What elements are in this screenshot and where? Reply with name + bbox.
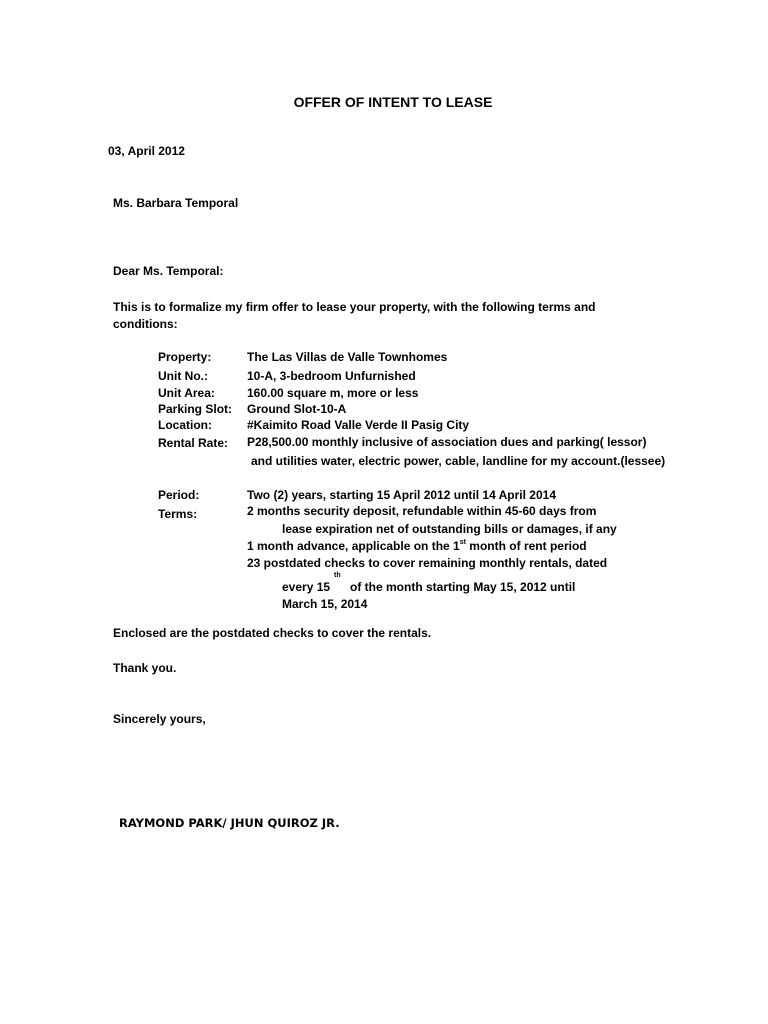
term-value-unit-no: 10-A, 3-bedroom Unfurnished bbox=[247, 369, 416, 383]
terms-deposit-cont: lease expiration net of outstanding bills or damages, if any bbox=[282, 522, 617, 536]
term-label-terms: Terms: bbox=[158, 507, 198, 521]
term-label-parking-slot: Parking Slot: bbox=[158, 402, 233, 416]
terms-checks: 23 postdated checks to cover remaining monthly rentals, dated bbox=[247, 556, 608, 570]
letter-title: OFFER OF INTENT TO LEASE bbox=[293, 94, 493, 110]
term-label-location: Location: bbox=[158, 418, 212, 432]
letter-date: 03, April 2012 bbox=[108, 144, 185, 158]
term-value-period: Two (2) years, starting 15 April 2012 until 14 April 2014 bbox=[247, 488, 556, 502]
term-value-location: #Kaimito Road Valle Verde II Pasig City bbox=[247, 418, 470, 432]
signatory-name: RAYMOND PARK/ JHUN QUIROZ JR. bbox=[119, 816, 340, 830]
terms-end-date: March 15, 2014 bbox=[282, 597, 368, 611]
terms-advance-post: month of rent period bbox=[465, 539, 587, 553]
terms-advance bbox=[247, 539, 587, 553]
term-label-unit-area: Unit Area: bbox=[158, 386, 215, 400]
terms-advance-text: 1 month advance, applicable on the 1 bbox=[247, 539, 460, 553]
terms-deposit: 2 months security deposit, refundable within 45-60 days from bbox=[247, 504, 597, 518]
thank-you: Thank you. bbox=[113, 661, 177, 675]
term-value-rental-rate: P28,500.00 monthly inclusive of association dues and parking( lessor) bbox=[247, 435, 647, 449]
term-value-unit-area: 160.00 square m, more or less bbox=[247, 386, 419, 400]
term-label-unit-no: Unit No.: bbox=[158, 369, 208, 383]
term-value-rental-rate-cont: and utilities water, electric power, cable, landline for my account.(lessee) bbox=[251, 454, 666, 468]
term-value-property: The Las Villas de Valle Townhomes bbox=[247, 350, 448, 364]
intro-line-1: This is to formalize my firm offer to lease your property, with the following terms and bbox=[113, 300, 596, 314]
term-value-parking-slot: Ground Slot-10-A bbox=[247, 402, 347, 416]
term-label-period: Period: bbox=[158, 488, 200, 502]
term-label-property: Property: bbox=[158, 350, 212, 364]
salutation: Dear Ms. Temporal: bbox=[113, 264, 224, 278]
terms-every-15: every 15 bbox=[282, 580, 331, 594]
enclosed-note: Enclosed are the postdated checks to cover the rentals. bbox=[113, 626, 432, 640]
term-label-rental-rate: Rental Rate: bbox=[158, 436, 229, 450]
recipient-name: Ms. Barbara Temporal bbox=[113, 196, 239, 210]
intro-line-2: conditions: bbox=[113, 317, 178, 331]
closing: Sincerely yours, bbox=[113, 712, 206, 726]
terms-advance-sup: st bbox=[459, 539, 466, 546]
terms-every-post: of the month starting May 15, 2012 until bbox=[350, 580, 576, 594]
terms-every-sup: th bbox=[334, 572, 341, 579]
